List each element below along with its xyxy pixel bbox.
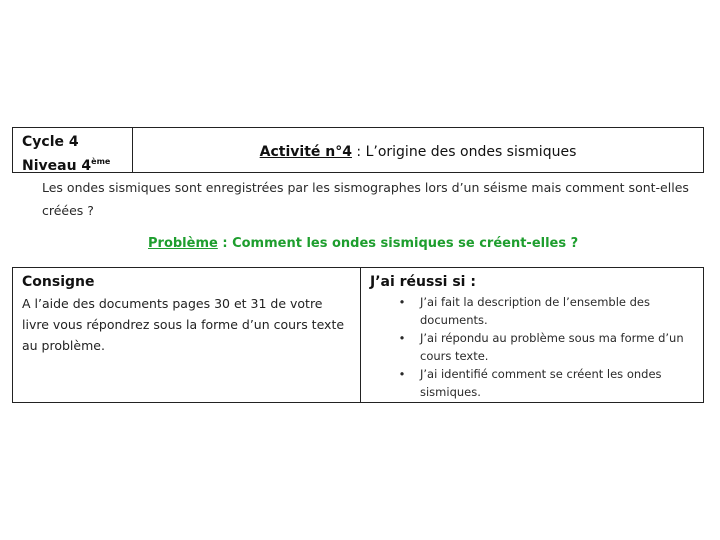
success-criteria-list (370, 293, 703, 401)
niveau-label (22, 152, 132, 176)
list-item (370, 329, 703, 365)
activity-subject: : L’origine des ondes sismiques (351, 144, 577, 160)
activity-title (133, 128, 703, 172)
criteria-text: J’ai fait la description de l’ensemble des documents. (420, 295, 650, 327)
cycle-label: Cycle 4 (22, 134, 79, 150)
criteria-text: J’ai identifié comment se créent les ondes sismiques. (420, 367, 662, 399)
success-criteria-title: J’ai réussi si : (370, 274, 476, 290)
header-table (12, 127, 704, 173)
cycle-cell (13, 128, 133, 172)
instructions-table (12, 267, 704, 403)
consigne-title: Consigne (22, 274, 95, 290)
consigne-cell (13, 268, 361, 402)
success-criteria-cell (361, 268, 703, 402)
problem-statement (148, 236, 578, 251)
activity-number: Activité n°4 (259, 144, 352, 160)
problem-question: : Comment les ondes sismiques se créent-elles ? (217, 236, 579, 251)
niveau-superscript: ème (91, 157, 111, 166)
intro-text: Les ondes sismiques sont enregistrées par les sismographes lors d’un séisme mais comment sont-elles créées ? (42, 180, 689, 218)
list-item (370, 365, 703, 401)
criteria-text: J’ai répondu au problème sous ma forme d’un cours texte. (420, 331, 684, 363)
problem-label: Problème (148, 236, 218, 251)
niveau-text: Niveau 4 (22, 158, 92, 174)
bullet-icon: • (398, 367, 406, 381)
consigne-text: A l’aide des documents pages 30 et 31 de votre livre vous répondrez sous la forme d’un cours texte au problème. (22, 296, 345, 353)
list-item (370, 293, 703, 329)
bullet-icon: • (398, 295, 406, 309)
bullet-icon: • (398, 331, 406, 345)
